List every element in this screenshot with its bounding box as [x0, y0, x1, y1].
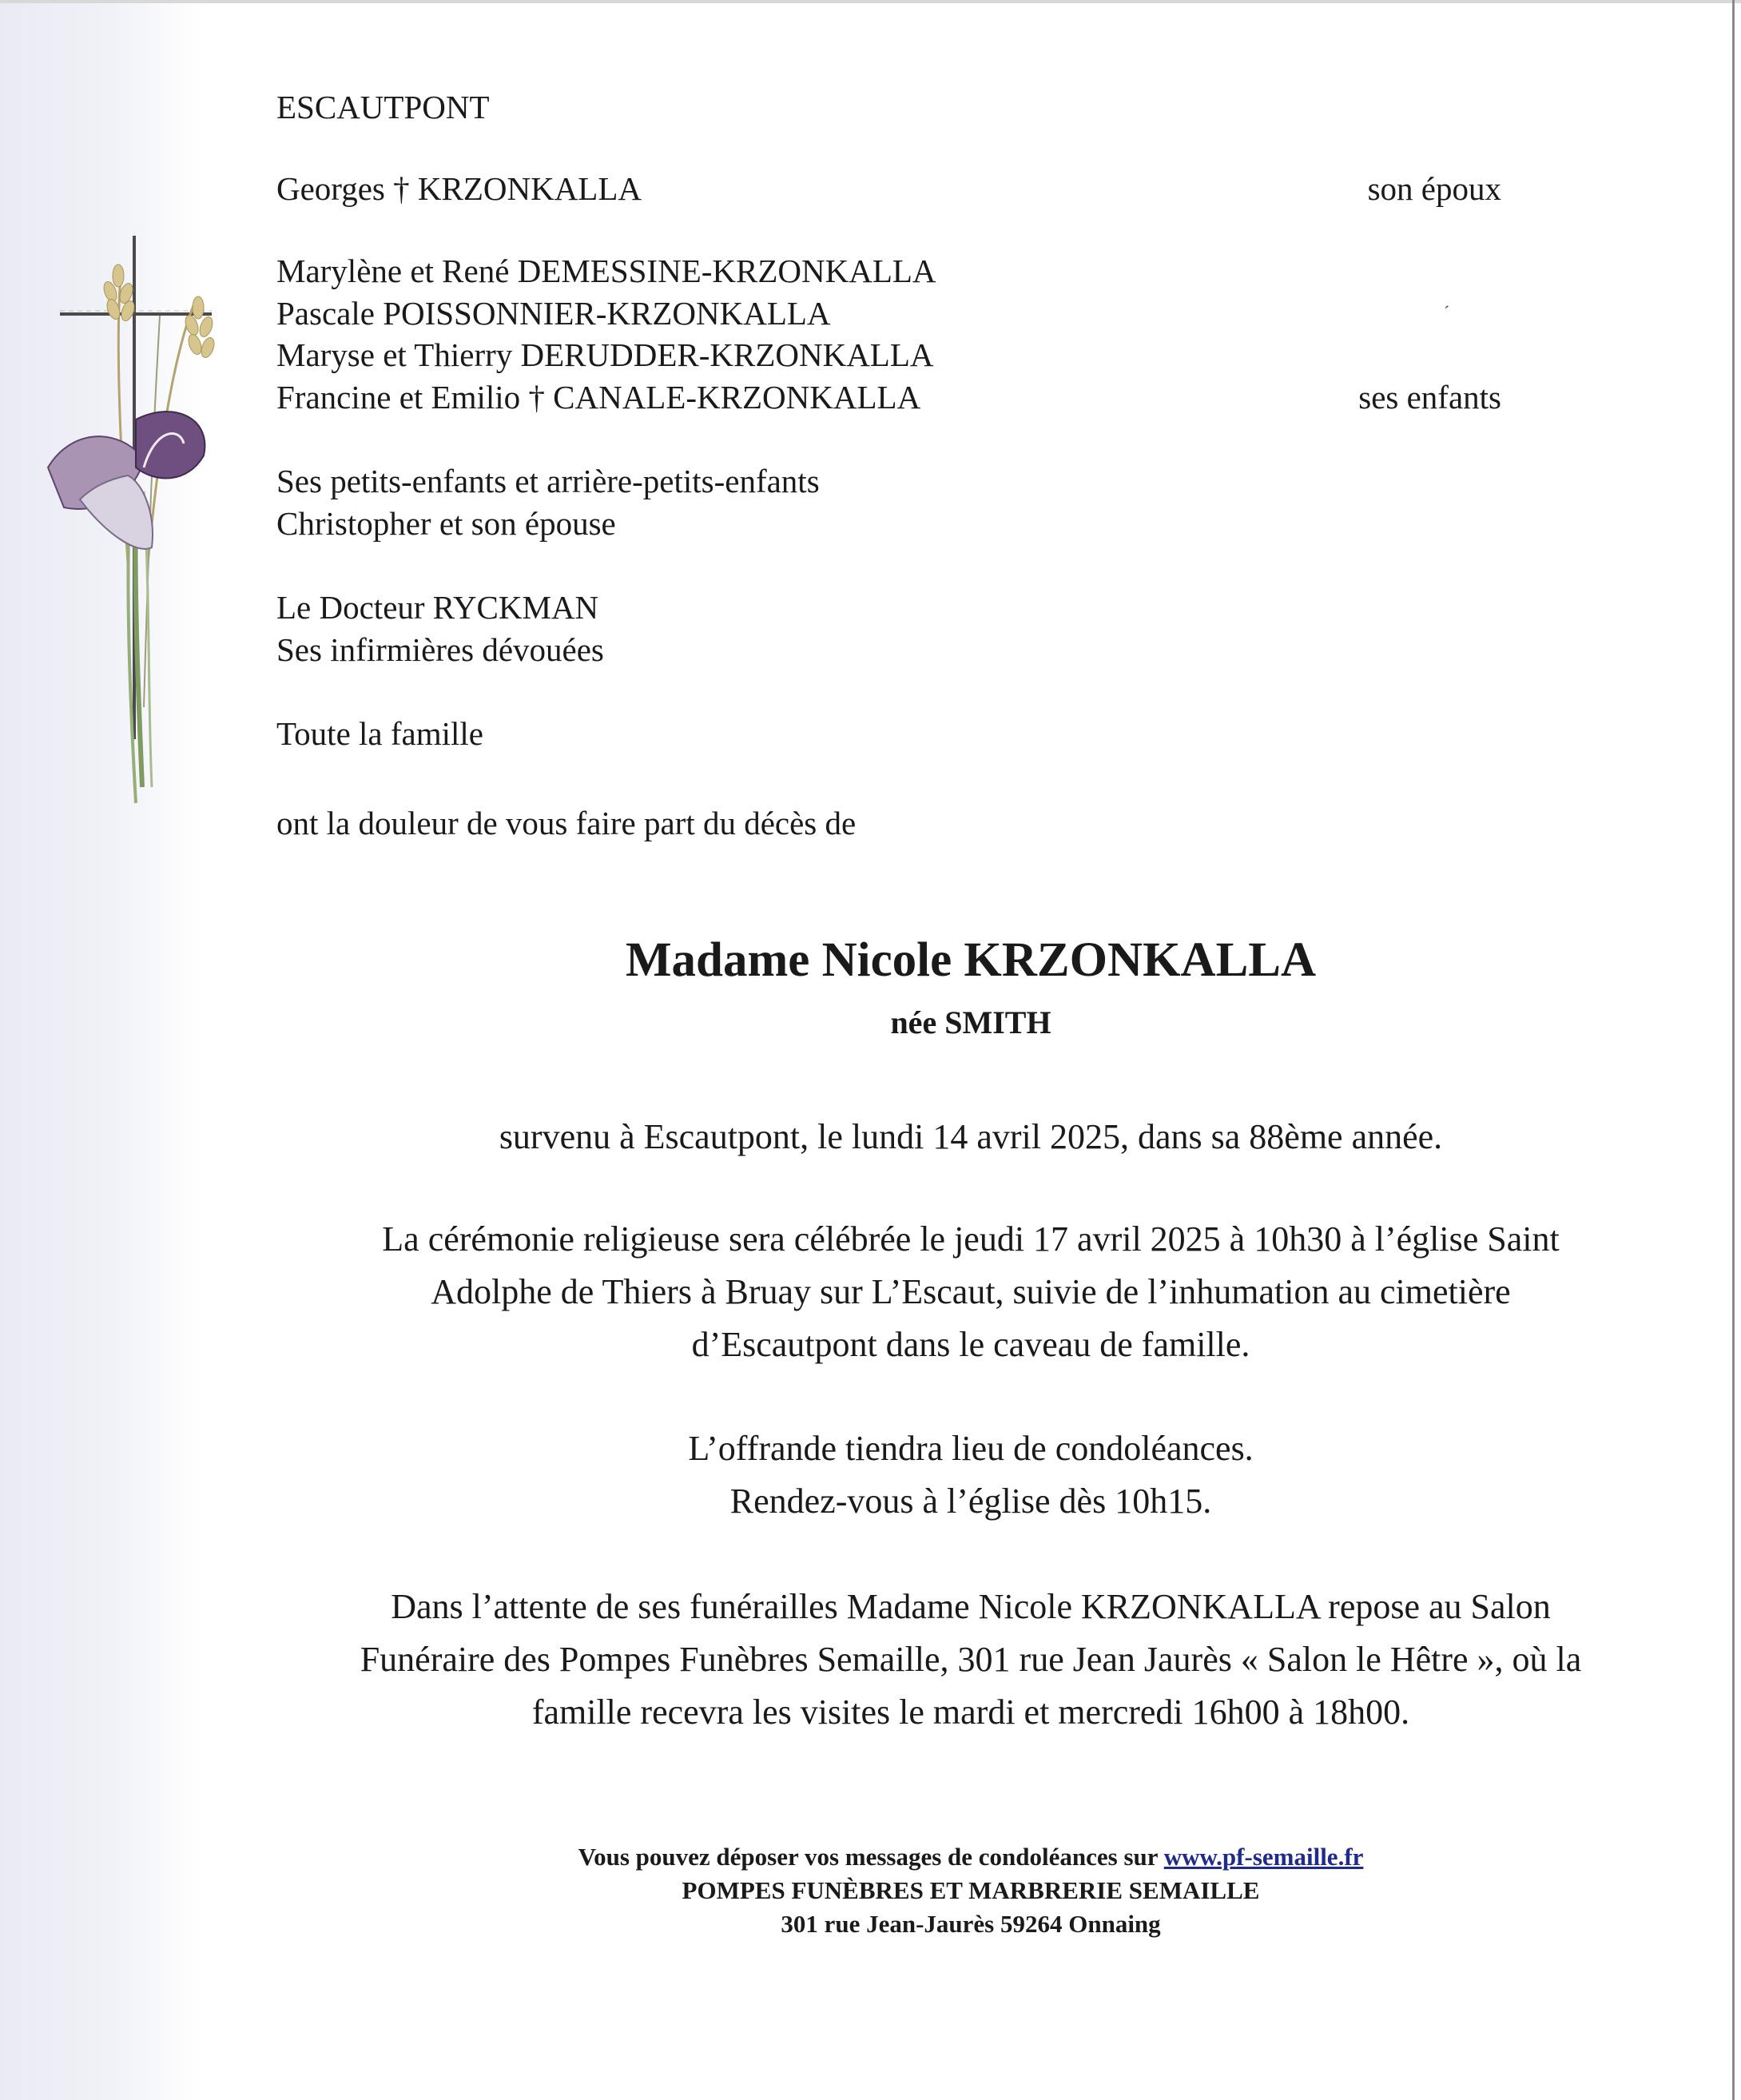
offering-line: L’offrande tiendra lieu de condoléances. [688, 1429, 1254, 1468]
company-name: POMPES FUNÈBRES ET MARBRERIE SEMAILLE [682, 1876, 1260, 1904]
visits-line: Dans l’attente de ses funérailles Madame Nicole KRZONKALLA repose au Salon [391, 1587, 1551, 1626]
spouse-role: son époux [1367, 170, 1501, 207]
child-line: Marylène et René DEMESSINE-KRZONKALLA [276, 253, 936, 289]
visits-line: famille recevra les visites le mardi et mercredi 16h00 à 18h00. [531, 1692, 1410, 1732]
ceremony-line: Adolphe de Thiers à Bruay sur L’Escaut, suivie de l’inhumation au cimetière [431, 1272, 1511, 1311]
carer-line: Le Docteur RYCKMAN [276, 589, 599, 626]
company-address: 301 rue Jean-Jaurès 59264 Onnaing [781, 1910, 1161, 1938]
website-link[interactable]: www.pf-semaille.fr [1163, 1843, 1364, 1871]
condolences-line [204, 1840, 1738, 1874]
carer-line: Ses infirmières dévouées [276, 631, 604, 668]
top-edge [0, 0, 1741, 3]
death-statement: survenu à Escautpont, le lundi 14 avril 2025, dans sa 88ème année. [499, 1117, 1443, 1156]
scan-speck: ´ [1444, 302, 1450, 322]
ceremony-line: d’Escautpont dans le caveau de famille. [691, 1325, 1250, 1364]
deceased-name: Madame Nicole KRZONKALLA [625, 933, 1317, 987]
cross-lily-wheat-icon [16, 228, 240, 851]
town-heading: ESCAUTPONT [276, 89, 490, 125]
grandchildren-line: Christopher et son épouse [276, 505, 616, 542]
ceremony-line: La cérémonie religieuse sera célébrée le jeudi 17 avril 2025 à 10h30 à l’église Saint [382, 1219, 1560, 1259]
visits-line: Funéraire des Pompes Funèbres Semaille, 301 rue Jean Jaurès « Salon le Hêtre », où la [360, 1640, 1582, 1679]
condolences-text: Vous pouvez déposer vos messages de condoléances sur [578, 1843, 1158, 1871]
child-line: Maryse et Thierry DERUDDER-KRZONKALLA [276, 336, 934, 373]
right-edge [1732, 0, 1735, 2100]
offering-line: Rendez-vous à l’église dès 10h15. [729, 1482, 1212, 1521]
children-role: ses enfants [1358, 379, 1501, 416]
maiden-name: née SMITH [890, 1004, 1051, 1040]
family-all: Toute la famille [276, 715, 483, 752]
spouse-name: Georges † KRZONKALLA [276, 170, 642, 207]
announcement-line: ont la douleur de vous faire part du décès de [276, 805, 857, 841]
child-line: Pascale POISSONNIER-KRZONKALLA [276, 295, 831, 332]
child-line: Francine et Emilio † CANALE-KRZONKALLA [276, 379, 921, 416]
grandchildren-line: Ses petits-enfants et arrière-petits-enfants [276, 463, 820, 499]
